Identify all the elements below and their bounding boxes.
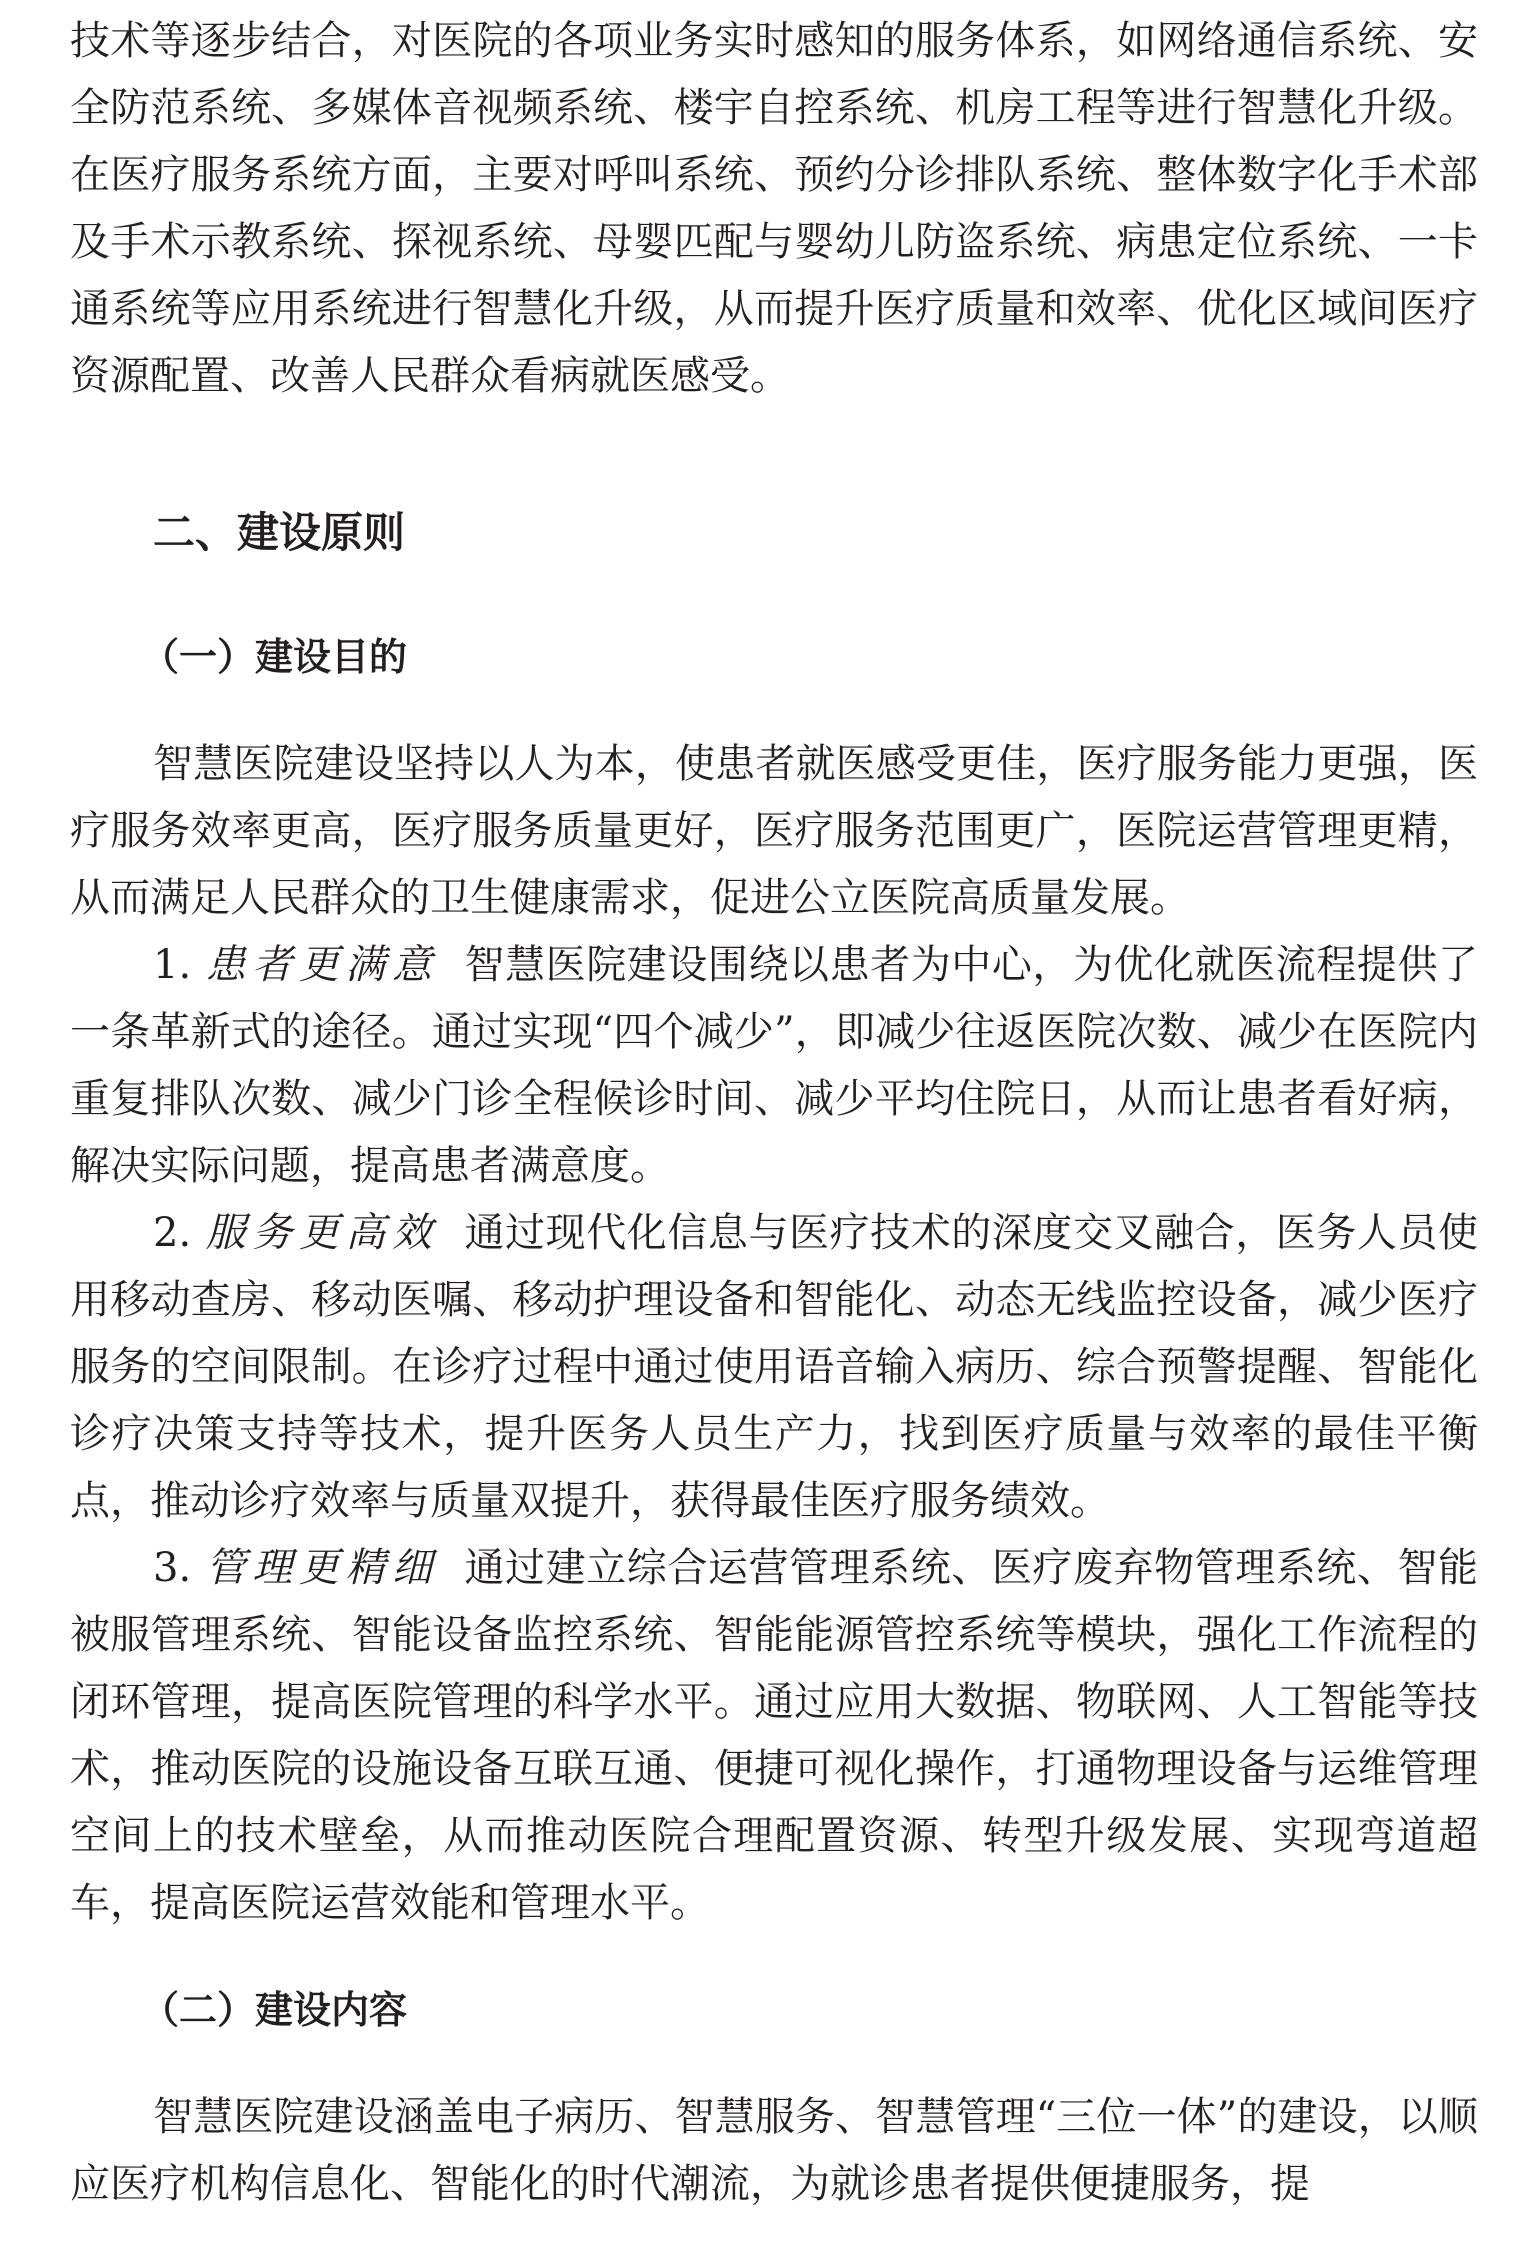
document-page xyxy=(70,8,1478,2218)
subsection-heading-content: （二）建设内容 xyxy=(141,1988,408,2032)
item-lead: 管理更精细 xyxy=(205,1545,439,1591)
spacer xyxy=(70,410,1478,499)
principle-item-3 xyxy=(70,1535,1478,1937)
item-lead: 服务更高效 xyxy=(205,1210,439,1256)
subsection-heading-purpose: （一）建设目的 xyxy=(141,635,408,679)
spacer xyxy=(70,691,1478,731)
item-text: 通过建立综合运营管理系统、医疗废弃物管理系统、智能被服管理系统、智能设备监控系统、智能能源管控系统等模块，强化工作流程的闭环管理，提高医院管理的科学水平。通过应用大数据、物联网、人工智能等技术，推动医院的设施设备互联互通、便捷可视化操作，打通物理设备与运维管理空间上的技术壁垒，从而推动医院合理配置资源、转型升级发展、实现弯道超车，提高医院运营效能和管理水平。 xyxy=(70,1545,1479,1926)
item-text: 智慧医院建设围绕以患者为中心，为优化就医流程提供了一条革新式的途径。通过实现“四个减少”，即减少往返医院次数、减少在医院内重复排队次数、减少门诊全程候诊时间、减少平均住院日，从而让患者看好病，解决实际问题，提高患者满意度。 xyxy=(70,942,1479,1189)
principle-item-2 xyxy=(70,1200,1478,1535)
item-number: 2. xyxy=(153,1210,192,1256)
item-number: 3. xyxy=(153,1545,192,1591)
item-text: 通过现代化信息与医疗技术的深度交叉融合，医务人员使用移动查房、移动医嘱、移动护理设备和智能化、动态无线监控设备，减少医疗服务的空间限制。在诊疗过程中通过使用语音输入病历、综合预警提醒、智能化诊疗决策支持等技术，提升医务人员生产力，找到医疗质量与效率的最佳平衡点，推动诊疗效率与质量双提升，获得最佳医疗服务绩效。 xyxy=(70,1210,1479,1524)
item-number: 1. xyxy=(153,942,192,988)
item-lead: 患者更满意 xyxy=(205,942,439,988)
principle-item-1 xyxy=(70,932,1478,1200)
spacer xyxy=(70,2044,1478,2084)
spacer xyxy=(70,1937,1478,1977)
purpose-paragraph: 智慧医院建设坚持以人为本，使患者就医感受更佳，医疗服务能力更强，医疗服务效率更高，医疗服务质量更好，医疗服务范围更广，医院运营管理更精，从而满足人民群众的卫生健康需求，促进公立医院高质量发展。 xyxy=(70,741,1478,921)
spacer xyxy=(70,566,1478,624)
content-paragraph: 智慧医院建设涵盖电子病历、智慧服务、智慧管理“三位一体”的建设，以顺应医疗机构信息化、智能化的时代潮流，为就诊患者提供便捷服务，提 xyxy=(70,2094,1478,2207)
intro-paragraph: 技术等逐步结合，对医院的各项业务实时感知的服务体系，如网络通信系统、安全防范系统、多媒体音视频系统、楼宇自控系统、机房工程等进行智慧化升级。在医疗服务系统方面，主要对呼叫系统、预约分诊排队系统、整体数字化手术部及手术示教系统、探视系统、母婴匹配与婴幼儿防盗系统、病患定位系统、一卡通系统等应用系统进行智慧化升级，从而提升医疗质量和效率、优化区域间医疗资源配置、改善人民群众看病就医感受。 xyxy=(70,18,1478,399)
section-heading: 二、建设原则 xyxy=(153,508,406,557)
